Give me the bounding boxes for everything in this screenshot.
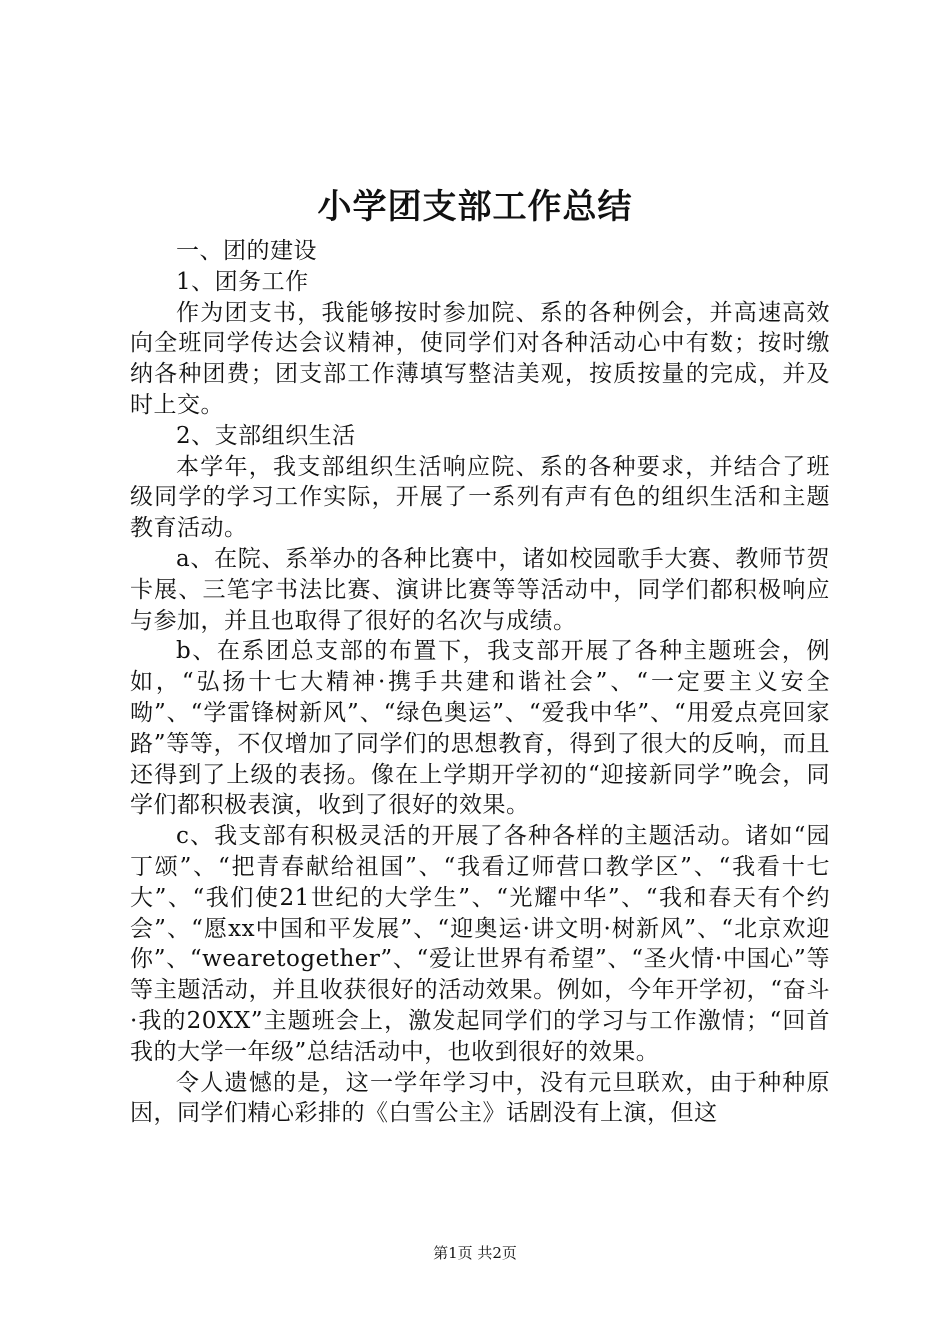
document-body [130, 236, 830, 1129]
body-paragraph: a、在院、系举办的各种比赛中，诸如校园歌手大赛、教师节贺卡展、三笔字书法比赛、演讲比赛等等活动中，同学们都积极响应与参加，并且也取得了很好的名次与成绩。 [130, 545, 830, 634]
page-number-footer: 第1页 共2页 [433, 1244, 517, 1262]
body-paragraph: 本学年，我支部组织生活响应院、系的各种要求，并结合了班级同学的学习工作实际，开展了一系列有声有色的组织生活和主题教育活动。 [130, 453, 830, 542]
body-paragraph: 作为团支书，我能够按时参加院、系的各种例会，并高速高效向全班同学传达会议精神，使同学们对各种活动心中有数；按时缴纳各种团费；团支部工作薄填写整洁美观，按质按量的完成，并及时上交。 [130, 299, 830, 418]
body-paragraph: c、我支部有积极灵活的开展了各种各样的主题活动。诸如“园丁颂”、“把青春献给祖国”、“我看辽师营口教学区”、“我看十七大”、“我们使21世纪的大学生”、“光耀中华”、“我和春天有个约会”、“愿xx中国和平发展”、“迎奥运·讲文明·树新风”、“北京欢迎你”、“wearetogether”、“爱让世界有希望”、“圣火情·中国心”等等主题活动，并且收获很好的活动效果。例如，今年开学初，“奋斗·我的20XX”主题班会上，激发起同学们的学习与工作激情；“回首我的大学一年级”总结活动中，也收到很好的效果。 [130, 823, 830, 1065]
body-paragraph: 令人遗憾的是，这一学年学习中，没有元旦联欢，由于种种原因，同学们精心彩排的《白雪公主》话剧没有上演，但这 [130, 1069, 830, 1127]
body-paragraph: b、在系团总支部的布置下，我支部开展了各种主题班会，例如，“弘扬十七大精神·携手共建和谐社会”、“一定要主义安全呦”、“学雷锋树新风”、“绿色奥运”、“爱我中华”、“用爱点亮回家路”等等，不仅增加了同学们的思想教育，得到了很大的反响，而且还得到了上级的表扬。像在上学期开学初的“迎接新同学”晚会，同学们都积极表演，收到了很好的效果。 [130, 638, 830, 819]
subsection-heading: 1、团务工作 [176, 268, 309, 295]
subsection-heading: 2、支部组织生活 [176, 422, 356, 449]
section-heading: 一、团的建设 [176, 238, 317, 264]
document-title: 小学团支部工作总结 [317, 187, 633, 227]
